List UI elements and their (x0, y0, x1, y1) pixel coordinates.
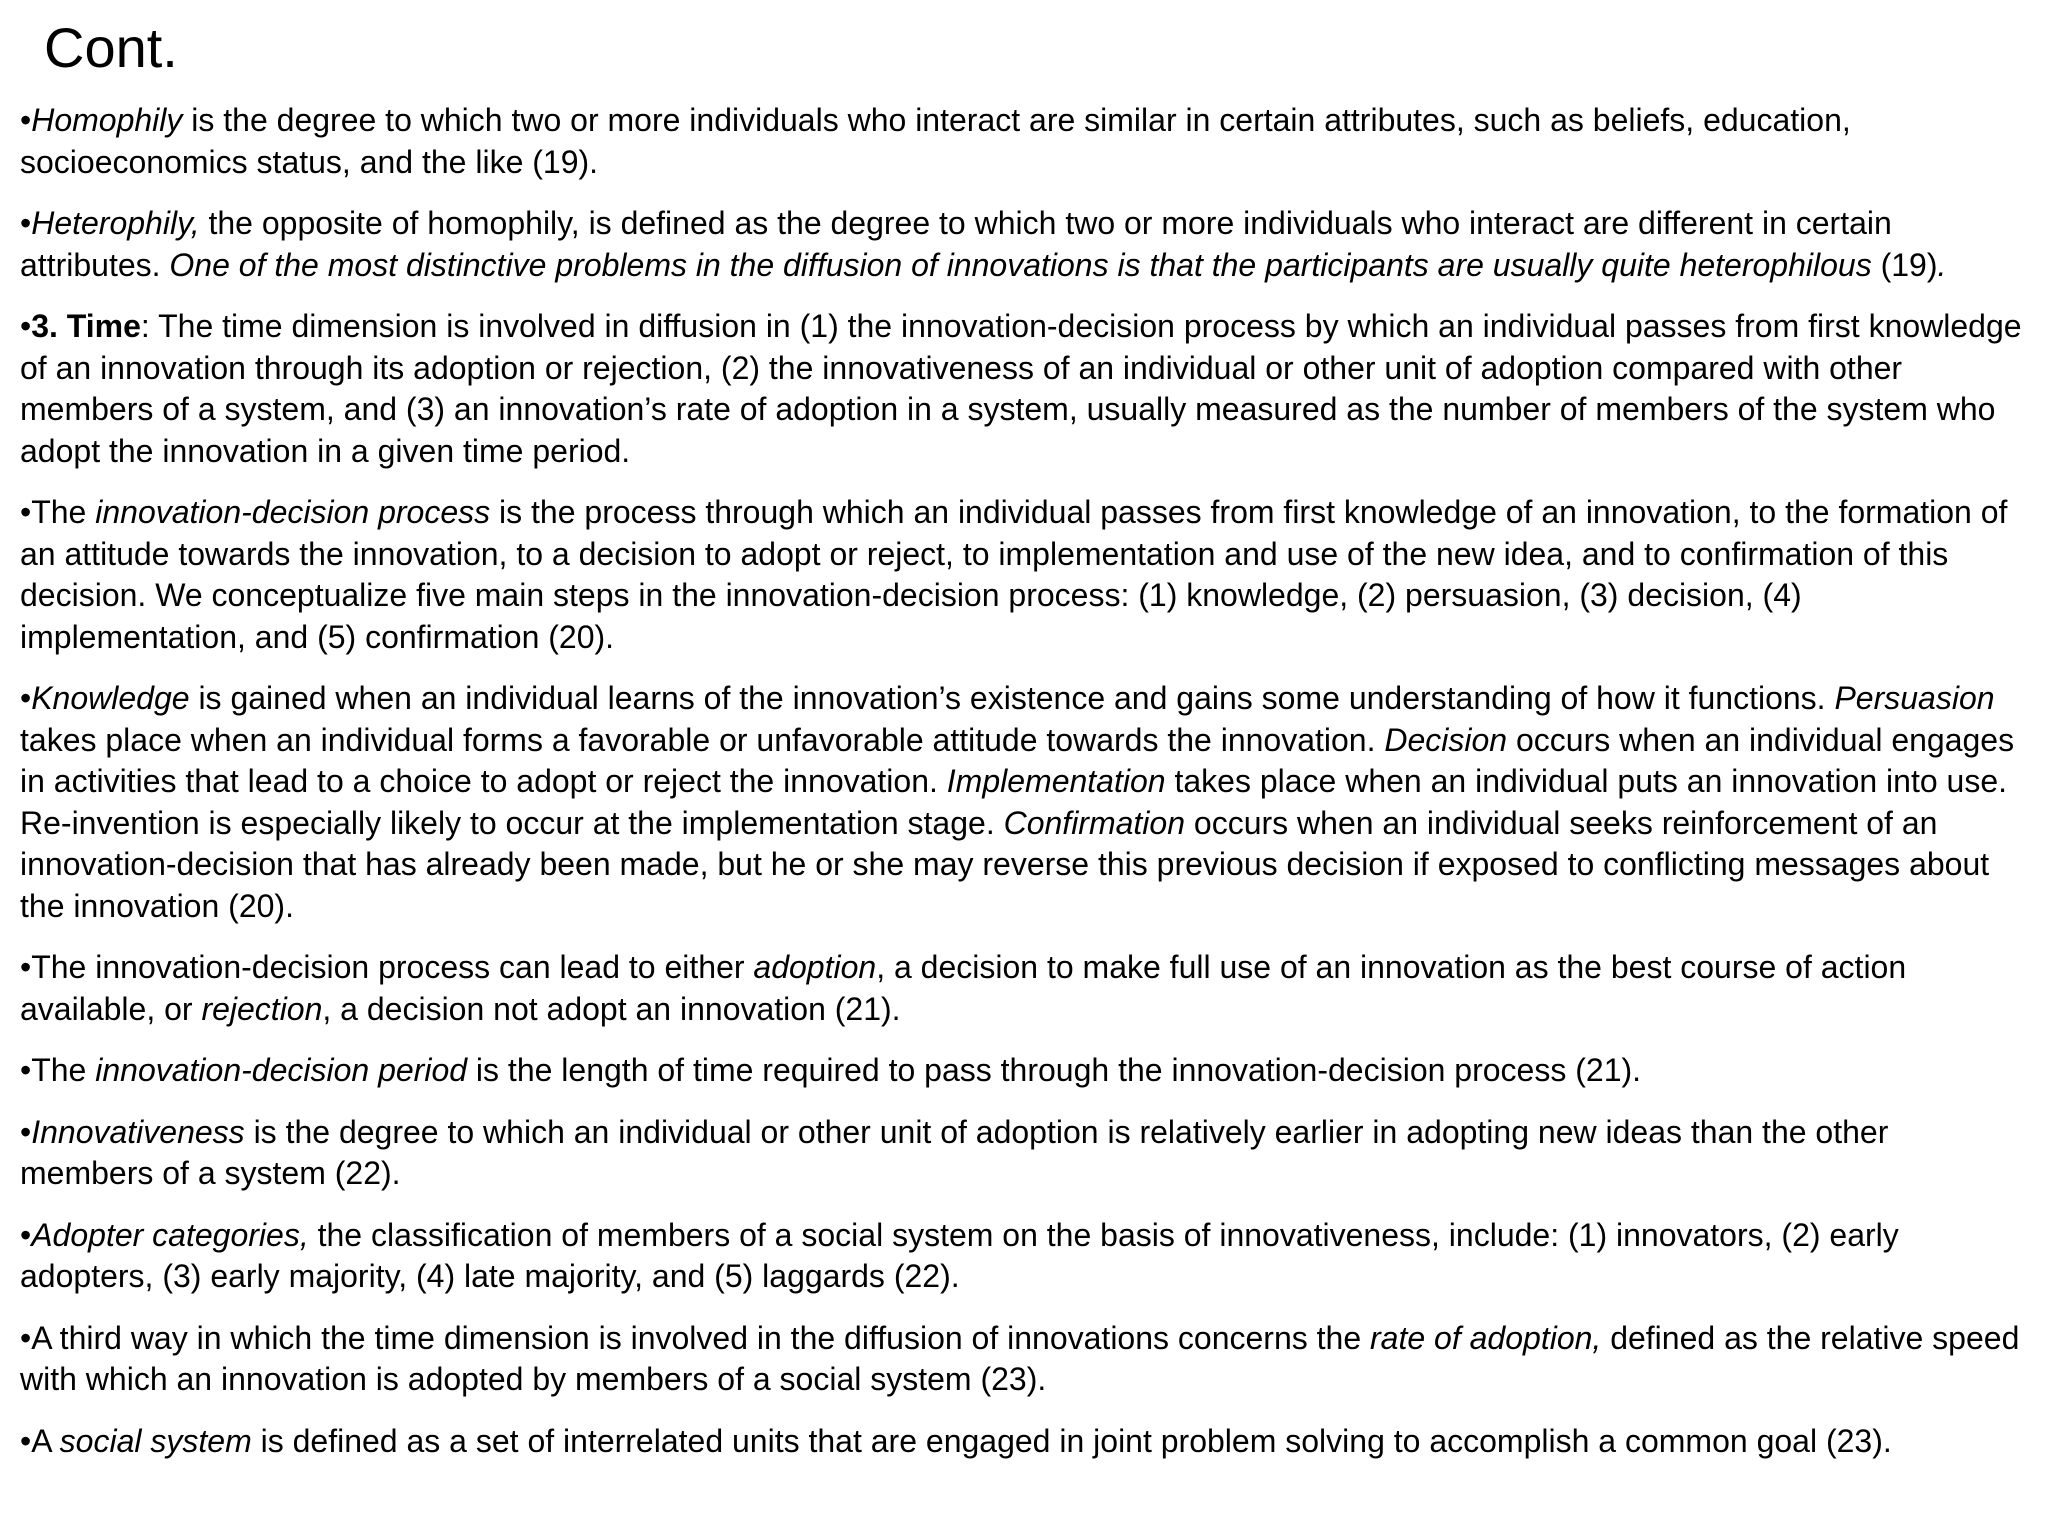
bullet-marker: • (20, 205, 32, 241)
bullet-text: is defined as a set of interrelated units that are engaged in joint problem solving to accomplish a common goal (23). (251, 1422, 1892, 1459)
slide-title: Cont. (44, 16, 178, 79)
bullet-marker: • (20, 1319, 32, 1356)
bullet-item (20, 1421, 2030, 1463)
bullet-marker: • (20, 494, 32, 530)
bullet-marker: • (20, 102, 32, 138)
bullet-text: A (31, 1422, 60, 1459)
bullet-item (20, 1112, 2030, 1195)
bullet-text: , a decision to make full use of an innovation as the best course of action available, or (20, 949, 1907, 1027)
bullet-text: The (31, 494, 96, 530)
bullet-emphasis-text: rejection (201, 990, 323, 1027)
bullet-emphasis-text: Persuasion (1834, 680, 1995, 716)
bullet-text: occurs when an individual engages in activities that lead to a choice to adopt or reject the innovation. (20, 721, 2015, 799)
bullet-emphasis-text: Knowledge (31, 680, 190, 716)
bullet-emphasis-text: Homophily (31, 102, 183, 138)
bullet-marker: • (20, 1422, 32, 1459)
bullet-emphasis-text: Heterophily, (31, 205, 200, 241)
bullet-text: is gained when an individual learns of the innovation’s existence and gains some understanding of how it functions. (189, 680, 1835, 716)
bullet-marker: • (20, 1052, 32, 1088)
bullet-emphasis-text: Adopter categories, (31, 1216, 309, 1253)
bullet-text: is the process through which an individual passes from first knowledge of an innovation, to the formation of an attitude towards the innovation, to a decision to adopt or reject, to implementation and use of the new idea, and to confirmation of this decision. We conceptualize five main steps in the innovation-decision process: (1) knowledge, (2) persuasion, (3) decision, (4) implementation, and (5) confirmation (20). (20, 494, 2008, 655)
bullet-emphasis-text: rate of adoption, (1370, 1319, 1602, 1356)
bullet-item (20, 492, 2030, 658)
bullet-emphasis-text: Implementation (946, 763, 1166, 799)
bullet-marker: • (20, 680, 32, 716)
bullet-emphasis-text: adoption (753, 949, 877, 985)
bullet-item (20, 947, 2030, 1030)
bullet-text: is the length of time required to pass through the innovation-decision process (21). (467, 1052, 1642, 1088)
bullet-emphasis-text: Innovativeness (31, 1113, 245, 1150)
bullet-text: is the degree to which two or more individuals who interact are similar in certain attributes, such as beliefs, education, socioeconomics status, and the like (19). (20, 102, 1851, 180)
bullet-emphasis-text: Confirmation (1003, 804, 1185, 841)
bullet-emphasis-text: One of the most distinctive problems in the diffusion of innovations is that the participants are usually quite heterophilous (169, 246, 1872, 283)
bullet-item (20, 678, 2030, 927)
bullet-emphasis-text: Decision (1384, 721, 1508, 758)
bullet-marker: • (20, 1113, 32, 1150)
bullet-item (20, 1050, 2030, 1092)
bullet-text: defined as the relative speed with which an innovation is adopted by members of a social system (23). (20, 1319, 2020, 1397)
bullet-marker: • (20, 949, 32, 985)
bullet-emphasis-text: . (1937, 246, 1947, 283)
bullet-emphasis-text: social system (59, 1422, 252, 1459)
bullet-text: A third way in which the time dimension is involved in the diffusion of innovations concerns the (31, 1319, 1371, 1356)
bullet-item (20, 1318, 2030, 1401)
bullet-list (20, 100, 2030, 1482)
bullet-emphasis-text: innovation-decision period (95, 1052, 468, 1088)
bullet-heading-text: 3. Time (31, 308, 141, 344)
bullet-text: occurs when an individual seeks reinforcement of an innovation-decision that has already been made, but he or she may reverse this previous decision if exposed to conflicting messages about the innovation (20). (20, 804, 1990, 924)
bullet-item (20, 100, 2030, 183)
bullet-text: takes place when an individual puts an innovation into use. Re-invention is especially likely to occur at the implementation stage. (20, 763, 2008, 841)
bullet-text: takes place when an individual forms a favorable or unfavorable attitude towards the innovation. (20, 721, 1385, 758)
bullet-text: The (31, 1052, 96, 1088)
bullet-text: : The time dimension is involved in diffusion in (1) the innovation-decision process by which an individual passes from first knowledge of an innovation through its adoption or rejection, (2) the innovativeness of an individual or other unit of adoption compared with other members of a system, and (3) an innovation’s rate of adoption in a system, usually measured as the number of members of the system who adopt the innovation in a given time period. (20, 308, 2022, 469)
bullet-item (20, 203, 2030, 286)
bullet-marker: • (20, 1216, 32, 1253)
bullet-text: the opposite of homophily, is defined as the degree to which two or more individuals who interact are different in certain attributes. (20, 205, 1892, 283)
bullet-text: The innovation-decision process can lead to either (31, 949, 754, 985)
bullet-text: is the degree to which an individual or other unit of adoption is relatively earlier in adopting new ideas than the other members of a system (22). (20, 1113, 1889, 1191)
bullet-text: , a decision not adopt an innovation (21). (322, 990, 901, 1027)
bullet-text: (19) (1871, 246, 1938, 283)
bullet-emphasis-text: innovation-decision process (95, 494, 491, 530)
bullet-text: the classification of members of a social system on the basis of innovativeness, include: (1) innovators, (2) early adopters, (3) early majority, (4) late majority, and (5) laggards (22). (20, 1216, 1899, 1294)
bullet-item (20, 306, 2030, 472)
bullet-item (20, 1215, 2030, 1298)
bullet-marker: • (20, 308, 32, 344)
